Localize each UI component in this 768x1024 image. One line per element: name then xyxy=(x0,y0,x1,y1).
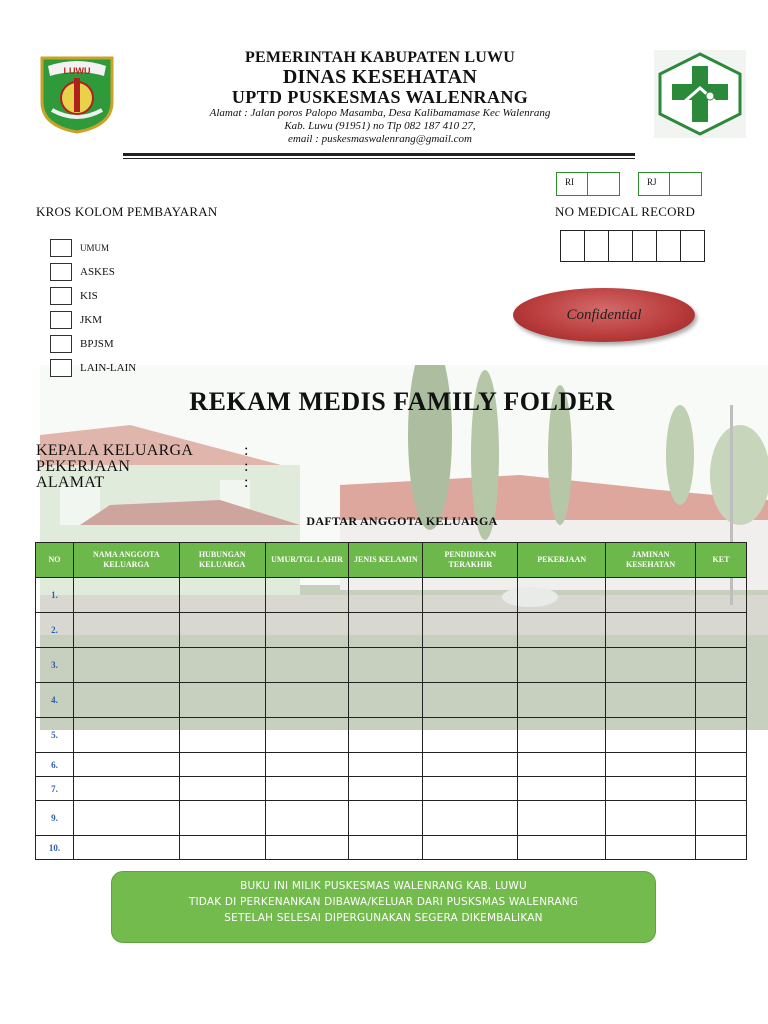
payment-option-label: JKM xyxy=(80,314,103,326)
table-cell[interactable] xyxy=(179,801,265,836)
address-line-2: Kab. Luwu (91951) no Tlp 082 187 410 27, xyxy=(284,120,476,132)
payment-checkbox[interactable] xyxy=(50,263,72,281)
table-row xyxy=(36,753,747,777)
column-header: PENDIDIKAN TERAKHIR xyxy=(423,543,518,578)
row-number: 1. xyxy=(36,578,74,613)
rj-label: RJ xyxy=(638,172,670,196)
payment-option-umum[interactable] xyxy=(50,236,136,260)
table-row xyxy=(36,613,747,648)
table-cell[interactable] xyxy=(265,578,349,613)
payment-checkbox[interactable] xyxy=(50,239,72,257)
address-line-1: Alamat : Jalan poros Palopo Masamba, Desa Kalibamamase Kec Walenrang xyxy=(209,107,551,119)
table-cell[interactable] xyxy=(73,578,179,613)
table-cell[interactable] xyxy=(349,578,423,613)
table-cell[interactable] xyxy=(265,777,349,801)
table-cell[interactable] xyxy=(349,648,423,683)
table-cell[interactable] xyxy=(179,613,265,648)
field-separator: : xyxy=(244,442,249,459)
table-cell[interactable] xyxy=(606,578,696,613)
confidential-stamp xyxy=(513,288,695,342)
table-cell[interactable] xyxy=(696,613,747,648)
table-cell[interactable] xyxy=(518,578,606,613)
table-row xyxy=(36,578,747,613)
table-cell[interactable] xyxy=(606,836,696,860)
row-number: 7. xyxy=(36,777,74,801)
table-cell[interactable] xyxy=(423,801,518,836)
table-cell[interactable] xyxy=(423,613,518,648)
table-cell[interactable] xyxy=(349,683,423,718)
mr-digit-box[interactable] xyxy=(680,230,705,262)
ri-field xyxy=(556,172,620,196)
table-cell[interactable] xyxy=(349,836,423,860)
table-cell[interactable] xyxy=(696,836,747,860)
header-address xyxy=(120,107,640,146)
table-cell[interactable] xyxy=(73,836,179,860)
column-header: UMUR/TGL LAHIR xyxy=(265,543,349,578)
table-cell[interactable] xyxy=(696,801,747,836)
payment-checkbox[interactable] xyxy=(50,311,72,329)
header-government: PEMERINTAH KABUPATEN LUWU xyxy=(245,49,515,66)
table-cell[interactable] xyxy=(73,648,179,683)
row-number: 2. xyxy=(36,613,74,648)
column-header: HUBUNGAN KELUARGA xyxy=(179,543,265,578)
payment-option-label: UMUM xyxy=(80,243,110,253)
table-cell[interactable] xyxy=(179,648,265,683)
document-title: REKAM MEDIS FAMILY FOLDER xyxy=(189,387,615,416)
table-cell[interactable] xyxy=(73,753,179,777)
table-cell[interactable] xyxy=(696,683,747,718)
table-cell[interactable] xyxy=(423,648,518,683)
table-cell[interactable] xyxy=(265,613,349,648)
table-cell[interactable] xyxy=(518,753,606,777)
table-cell[interactable] xyxy=(179,753,265,777)
mr-digit-box[interactable] xyxy=(656,230,681,262)
row-number: 4. xyxy=(36,683,74,718)
table-cell[interactable] xyxy=(518,613,606,648)
table-cell[interactable] xyxy=(179,836,265,860)
table-row xyxy=(36,836,747,860)
table-cell[interactable] xyxy=(696,718,747,753)
column-header: NO xyxy=(36,543,74,578)
table-cell[interactable] xyxy=(423,836,518,860)
head-of-family-field xyxy=(36,442,249,459)
table-cell[interactable] xyxy=(423,753,518,777)
table-cell[interactable] xyxy=(179,777,265,801)
rj-field xyxy=(638,172,702,196)
table-cell[interactable] xyxy=(423,683,518,718)
notice-line-2: TIDAK DI PERKENANKAN DIBAWA/KELUAR DARI PUSKSMAS WALENRANG xyxy=(188,896,579,908)
confidential-text: Confidential xyxy=(566,306,642,323)
header-divider xyxy=(123,153,635,156)
table-cell[interactable] xyxy=(518,836,606,860)
table-cell[interactable] xyxy=(179,683,265,718)
table-row xyxy=(36,777,747,801)
payment-options xyxy=(50,236,136,380)
notice-line-1: BUKU INI MILIK PUSKESMAS WALENRANG KAB. LUWU xyxy=(240,880,527,892)
rj-checkbox[interactable] xyxy=(670,172,702,196)
row-number: 10. xyxy=(36,836,74,860)
table-cell[interactable] xyxy=(423,718,518,753)
puskesmas-logo xyxy=(654,50,746,138)
table-cell[interactable] xyxy=(518,648,606,683)
payment-checkbox[interactable] xyxy=(50,359,72,377)
family-members-table xyxy=(35,542,747,860)
luwu-regency-emblem xyxy=(38,52,116,134)
occupation-field xyxy=(36,458,249,475)
table-cell[interactable] xyxy=(349,801,423,836)
table-header-row xyxy=(36,543,747,578)
address-field xyxy=(36,474,249,491)
table-cell[interactable] xyxy=(518,718,606,753)
row-number: 5. xyxy=(36,718,74,753)
table-cell[interactable] xyxy=(518,683,606,718)
payment-option-label: KIS xyxy=(80,290,98,302)
ownership-notice xyxy=(111,871,656,943)
table-cell[interactable] xyxy=(265,753,349,777)
mr-digit-box[interactable] xyxy=(560,230,585,262)
table-row xyxy=(36,801,747,836)
mr-digit-box[interactable] xyxy=(632,230,657,262)
payment-option-bpjsm[interactable] xyxy=(50,332,136,356)
table-cell[interactable] xyxy=(606,801,696,836)
table-cell[interactable] xyxy=(606,648,696,683)
table-cell[interactable] xyxy=(73,683,179,718)
field-separator: : xyxy=(244,474,249,491)
row-number: 6. xyxy=(36,753,74,777)
table-cell[interactable] xyxy=(696,648,747,683)
table-cell[interactable] xyxy=(349,753,423,777)
table-cell[interactable] xyxy=(349,613,423,648)
payment-checkbox[interactable] xyxy=(50,287,72,305)
ri-checkbox[interactable] xyxy=(588,172,620,196)
table-cell[interactable] xyxy=(696,578,747,613)
table-cell[interactable] xyxy=(265,718,349,753)
payment-checkbox[interactable] xyxy=(50,335,72,353)
field-separator: : xyxy=(244,458,249,475)
table-cell[interactable] xyxy=(179,718,265,753)
table-cell[interactable] xyxy=(73,718,179,753)
column-header: JENIS KELAMIN xyxy=(349,543,423,578)
payment-option-jkm[interactable] xyxy=(50,308,136,332)
table-cell[interactable] xyxy=(423,777,518,801)
row-number: 9. xyxy=(36,801,74,836)
table-cell[interactable] xyxy=(606,613,696,648)
row-number: 3. xyxy=(36,648,74,683)
table-cell[interactable] xyxy=(349,718,423,753)
table-cell[interactable] xyxy=(265,801,349,836)
header-institution: UPTD PUSKESMAS WALENRANG xyxy=(231,87,529,107)
payment-option-label: LAIN-LAIN xyxy=(80,362,137,374)
ri-label: RI xyxy=(556,172,588,196)
table-row xyxy=(36,718,747,753)
table-cell[interactable] xyxy=(73,801,179,836)
table-cell[interactable] xyxy=(265,683,349,718)
table-cell[interactable] xyxy=(518,801,606,836)
table-cell[interactable] xyxy=(696,753,747,777)
table-cell[interactable] xyxy=(606,718,696,753)
payment-option-kis[interactable] xyxy=(50,284,136,308)
table-cell[interactable] xyxy=(606,753,696,777)
notice-line-3: SETELAH SELESAI DIPERGUNAKAN SEGERA DIKEMBALIKAN xyxy=(224,912,543,924)
head-of-family-label: KEPALA KELUARGA xyxy=(36,442,194,459)
medical-record-number-boxes xyxy=(560,230,704,262)
table-cell[interactable] xyxy=(606,777,696,801)
payment-option-label: BPJSM xyxy=(80,338,114,350)
header-department: DINAS KESEHATAN xyxy=(282,66,478,88)
table-cell[interactable] xyxy=(73,613,179,648)
occupation-label: PEKERJAAN xyxy=(36,458,131,475)
header-divider-thin xyxy=(123,158,635,159)
table-cell[interactable] xyxy=(518,777,606,801)
column-header: KET xyxy=(696,543,747,578)
address-line-3: email : puskesmaswalenrang@gmail.com xyxy=(288,133,472,145)
members-section-title: DAFTAR ANGGOTA KELUARGA xyxy=(306,514,498,528)
svg-text:LUWU: LUWU xyxy=(63,66,91,76)
mr-digit-box[interactable] xyxy=(584,230,609,262)
table-cell[interactable] xyxy=(265,648,349,683)
table-cell[interactable] xyxy=(265,836,349,860)
payment-option-askes[interactable] xyxy=(50,260,136,284)
payment-option-label: ASKES xyxy=(80,266,115,278)
payment-section-label: KROS KOLOM PEMBAYARAN xyxy=(36,204,218,219)
table-cell[interactable] xyxy=(349,777,423,801)
address-label: ALAMAT xyxy=(36,474,105,491)
table-row xyxy=(36,648,747,683)
mr-digit-box[interactable] xyxy=(608,230,633,262)
table-row xyxy=(36,683,747,718)
column-header: NAMA ANGGOTA KELUARGA xyxy=(73,543,179,578)
medical-record-label: NO MEDICAL RECORD xyxy=(555,204,696,219)
table-cell[interactable] xyxy=(423,578,518,613)
table-cell[interactable] xyxy=(606,683,696,718)
column-header: PEKERJAAN xyxy=(518,543,606,578)
table-cell[interactable] xyxy=(696,777,747,801)
payment-option-lain-lain[interactable] xyxy=(50,356,136,380)
column-header: JAMINAN KESEHATAN xyxy=(606,543,696,578)
table-cell[interactable] xyxy=(179,578,265,613)
table-cell[interactable] xyxy=(73,777,179,801)
